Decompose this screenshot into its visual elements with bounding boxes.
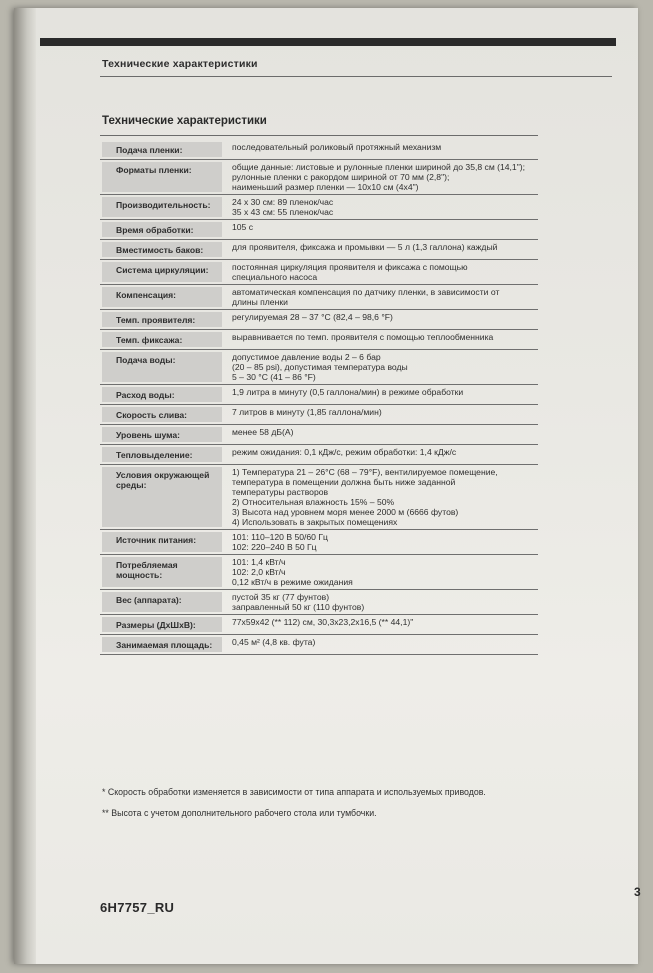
spec-value-line: (20 – 85 psi), допустимая температура воды [232, 362, 408, 372]
spec-value-line: 102: 2,0 кВт/ч [232, 567, 286, 577]
spec-row [100, 530, 538, 555]
spec-label: Форматы пленки: [102, 162, 222, 192]
spec-value [228, 590, 538, 614]
spec-row [100, 425, 538, 445]
spec-value [228, 310, 538, 329]
spec-value [228, 615, 538, 634]
spec-row [100, 140, 538, 160]
spec-value-line: 101: 110–120 В 50/60 Гц [232, 532, 328, 542]
spec-label: Темп. фиксажа: [102, 332, 222, 347]
spec-value [228, 445, 538, 464]
spec-row [100, 310, 538, 330]
document-page [14, 8, 641, 964]
spec-value [228, 350, 538, 384]
spec-value-line: 1,9 литра в минуту (0,5 галлона/мин) в режиме обработки [232, 387, 464, 397]
spec-row [100, 615, 538, 635]
spec-value [228, 220, 538, 239]
spec-value-line: 5 – 30 °C (41 – 86 °F) [232, 372, 316, 382]
spec-label: Источник питания: [102, 532, 222, 552]
spec-value [228, 385, 538, 404]
spec-label: Скорость слива: [102, 407, 222, 422]
spec-row [100, 465, 538, 530]
spec-row [100, 350, 538, 385]
spec-row [100, 195, 538, 220]
spec-label: Тепловыделение: [102, 447, 222, 462]
spec-value-line: автоматическая компенсация по датчику пленки, в зависимости от [232, 287, 500, 297]
spec-label: Подача воды: [102, 352, 222, 382]
spec-value [228, 260, 538, 284]
spec-value [228, 555, 538, 589]
spec-label: Вес (аппарата): [102, 592, 222, 612]
footnotes [102, 786, 542, 828]
spec-label: Вместимость баков: [102, 242, 222, 257]
spec-value-line: менее 58 дБ(А) [232, 427, 294, 437]
spec-value-line: 4) Использовать в закрытых помещениях [232, 517, 398, 527]
document-id: 6H7757_RU [100, 900, 175, 915]
spec-label: Условия окружающей среды: [102, 467, 222, 527]
spec-value [228, 425, 538, 444]
spec-value [228, 405, 538, 424]
spec-value-line: длины пленки [232, 297, 288, 307]
spec-value [228, 285, 538, 309]
spec-value-line: 24 х 30 см: 89 пленок/час [232, 197, 334, 207]
binding-edge [14, 8, 36, 964]
section-title: Технические характеристики [102, 115, 267, 127]
spec-value-line: 2) Относительная влажность 15% – 50% [232, 497, 395, 507]
spec-row [100, 220, 538, 240]
spec-table [100, 140, 538, 655]
spec-value-line: 101: 1,4 кВт/ч [232, 557, 286, 567]
spec-row [100, 160, 538, 195]
spec-value-line: 3) Высота над уровнем моря менее 2000 м (6666 футов) [232, 507, 459, 517]
spec-value [228, 240, 538, 259]
spec-value-line: 77х59х42 (** 112) см, 30,3х23,2х16,5 (** 44,1)" [232, 617, 414, 627]
spec-value-line: специального насоса [232, 272, 318, 282]
spec-value-line: последовательный роликовый протяжный механизм [232, 142, 442, 152]
spec-row [100, 555, 538, 590]
spec-value-line: температура в помещении должна быть ниже заданной [232, 477, 456, 487]
spec-value-line: рулонные пленки с ракордом шириной от 70 мм (2,8"); [232, 172, 450, 182]
running-header: Технические характеристики [102, 58, 258, 70]
spec-value-line: выравнивается по темп. проявителя с помощью теплообменника [232, 332, 494, 342]
spec-label: Занимаемая площадь: [102, 637, 222, 652]
spec-value-line: для проявителя, фиксажа и промывки — 5 л (1,3 галлона) каждый [232, 242, 498, 252]
spec-row [100, 445, 538, 465]
spec-value [228, 195, 538, 219]
spec-value-line: 0,45 м² (4,8 кв. фута) [232, 637, 316, 647]
spec-value [228, 160, 538, 194]
spec-row [100, 285, 538, 310]
spec-row [100, 405, 538, 425]
spec-value [228, 635, 538, 654]
header-rule [100, 76, 612, 77]
spec-label: Подача пленки: [102, 142, 222, 157]
spec-label: Расход воды: [102, 387, 222, 402]
spec-value-line: 102: 220–240 В 50 Гц [232, 542, 317, 552]
spec-value [228, 530, 538, 554]
spec-label: Компенсация: [102, 287, 222, 307]
spec-label: Время обработки: [102, 222, 222, 237]
spec-row [100, 260, 538, 285]
spec-value-line: 0,12 кВт/ч в режиме ожидания [232, 577, 353, 587]
page-number: 3 [634, 885, 641, 899]
spec-row [100, 240, 538, 260]
spec-value-line: постоянная циркуляция проявителя и фиксажа с помощью [232, 262, 468, 272]
spec-value [228, 140, 538, 159]
spec-value [228, 330, 538, 349]
spec-row [100, 330, 538, 350]
spec-value-line: 7 литров в минуту (1,85 галлона/мин) [232, 407, 382, 417]
spec-label: Производительность: [102, 197, 222, 217]
footnote-height: ** Высота с учетом дополнительного рабочего стола или тумбочки. [102, 808, 377, 818]
header-bar [40, 38, 616, 46]
spec-value-line: режим ожидания: 0,1 кДж/с, режим обработки: 1,4 кДж/с [232, 447, 457, 457]
spec-value-line: 35 х 43 см: 55 пленок/час [232, 207, 334, 217]
spec-label: Система циркуляции: [102, 262, 222, 282]
spec-label: Потребляемая мощность: [102, 557, 222, 587]
spec-row [100, 590, 538, 615]
spec-value-line: 1) Температура 21 – 26°C (68 – 79°F), вентилируемое помещение, [232, 467, 498, 477]
spec-value-line: температуры растворов [232, 487, 329, 497]
spec-value [228, 465, 538, 529]
spec-label: Темп. проявителя: [102, 312, 222, 327]
spec-value-line: заправленный 50 кг (110 фунтов) [232, 602, 365, 612]
spec-label: Размеры (ДхШхВ): [102, 617, 222, 632]
spec-value-line: пустой 35 кг (77 фунтов) [232, 592, 330, 602]
section-rule [100, 135, 538, 136]
spec-value-line: допустимое давление воды 2 – 6 бар [232, 352, 381, 362]
spec-row [100, 385, 538, 405]
spec-row [100, 635, 538, 655]
spec-value-line: наименьший размер пленки — 10х10 см (4х4") [232, 182, 419, 192]
spec-value-line: общие данные: листовые и рулонные пленки шириной до 35,8 см (14,1"); [232, 162, 526, 172]
spec-value-line: 105 с [232, 222, 254, 232]
spec-value-line: регулируемая 28 – 37 °C (82,4 – 98,6 °F) [232, 312, 393, 322]
footnote-speed: * Скорость обработки изменяется в зависимости от типа аппарата и используемых приводов. [102, 787, 486, 797]
spec-label: Уровень шума: [102, 427, 222, 442]
